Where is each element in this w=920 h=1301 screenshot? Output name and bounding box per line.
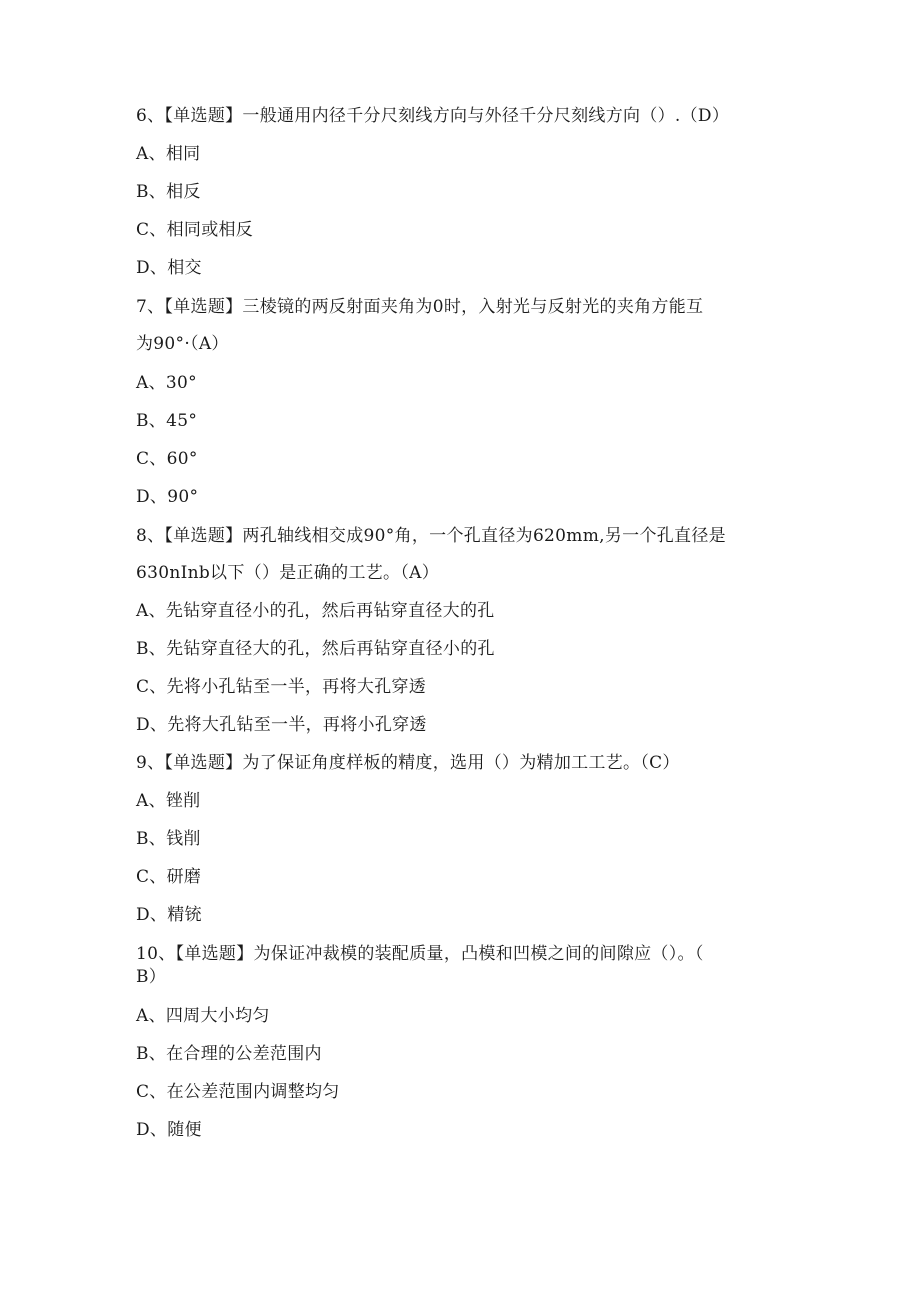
question-9-option-c: C、研磨 bbox=[136, 867, 202, 887]
question-10-option-a: A、四周大小均匀 bbox=[136, 1006, 270, 1026]
question-8-option-a: A、先钻穿直径小的孔，然后再钻穿直径大的孔 bbox=[136, 601, 495, 621]
question-7-option-c: C、60° bbox=[136, 449, 198, 469]
question-6-option-b: B、相反 bbox=[136, 182, 201, 202]
question-10-stem: 10、【单选题】为保证冲裁模的装配质量，凸模和凹模之间的间隙应（）。（ bbox=[136, 944, 704, 964]
question-8-option-b: B、先钻穿直径大的孔，然后再钻穿直径小的孔 bbox=[136, 639, 495, 659]
question-6-option-a: A、相同 bbox=[136, 144, 201, 164]
question-9-option-b: B、钱削 bbox=[136, 829, 201, 849]
question-9-option-a: A、锉削 bbox=[136, 791, 201, 811]
question-7-stem: 7、【单选题】三棱镜的两反射面夹角为0时，入射光与反射光的夹角方能互 bbox=[136, 297, 704, 317]
question-9-stem: 9、【单选题】为了保证角度样板的精度，选用（）为精加工工艺。（C） bbox=[136, 753, 680, 773]
question-7-option-a: A、30° bbox=[136, 373, 197, 393]
question-8-option-c: C、先将小孔钻至一半，再将大孔穿透 bbox=[136, 677, 427, 697]
question-10-option-b: B、在合理的公差范围内 bbox=[136, 1044, 322, 1064]
question-7-option-b: B、45° bbox=[136, 411, 198, 431]
question-6-option-d: D、相交 bbox=[136, 258, 202, 278]
question-8-stem-cont: 630nInb以下（）是正确的工艺。（A） bbox=[136, 563, 440, 583]
question-10-option-c: C、在公差范围内调整均匀 bbox=[136, 1082, 340, 1102]
question-7-stem-cont: 为90°·（A） bbox=[136, 334, 229, 354]
question-6-option-c: C、相同或相反 bbox=[136, 220, 254, 240]
question-8-stem: 8、【单选题】两孔轴线相交成90°角，一个孔直径为620mm,另一个孔直径是 bbox=[136, 526, 726, 546]
question-10-option-d: D、随便 bbox=[136, 1120, 202, 1140]
question-9-option-d: D、精铳 bbox=[136, 905, 202, 925]
question-10-stem-cont: B） bbox=[136, 967, 167, 987]
question-6-stem: 6、【单选题】一般通用内径千分尺刻线方向与外径千分尺刻线方向（）.（D） bbox=[136, 106, 730, 126]
question-8-option-d: D、先将大孔钻至一半，再将小孔穿透 bbox=[136, 715, 427, 735]
question-7-option-d: D、90° bbox=[136, 487, 199, 507]
